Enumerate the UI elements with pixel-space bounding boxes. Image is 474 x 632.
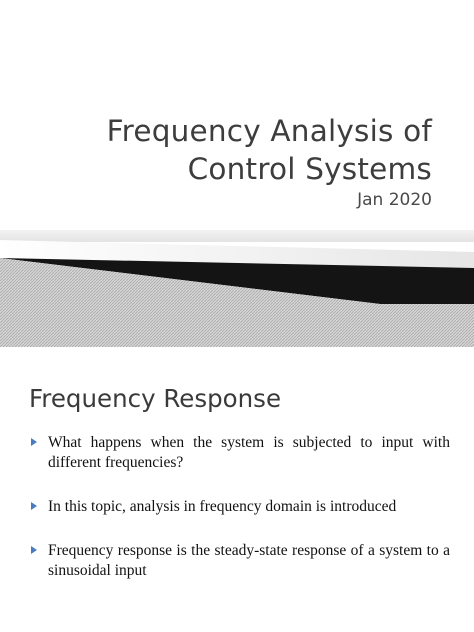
content-slide bbox=[0, 365, 474, 632]
bullet-list bbox=[30, 433, 450, 581]
bullet-item bbox=[30, 541, 450, 581]
bullet-item bbox=[30, 497, 450, 517]
slide-subtitle-date: Jan 2020 bbox=[357, 190, 432, 210]
bullet-arrow-icon bbox=[31, 502, 37, 510]
slide-separator bbox=[0, 347, 474, 365]
bullet-text: In this topic, analysis in frequency domain is introduced bbox=[48, 498, 397, 515]
bullet-arrow-icon bbox=[31, 438, 37, 446]
band-top-fade bbox=[0, 230, 474, 242]
bullet-text: Frequency response is the steady-state response of a system to a sinusoidal input bbox=[48, 542, 450, 579]
bullet-text: What happens when the system is subjected to input with different frequencies? bbox=[48, 434, 450, 471]
bullet-arrow-icon bbox=[31, 546, 37, 554]
decorative-band bbox=[0, 230, 474, 347]
slide-title bbox=[107, 112, 432, 188]
title-line-2: Control Systems bbox=[187, 152, 432, 186]
title-line-1: Frequency Analysis of bbox=[106, 114, 432, 148]
content-heading: Frequency Response bbox=[29, 384, 282, 413]
bullet-item bbox=[30, 433, 450, 473]
